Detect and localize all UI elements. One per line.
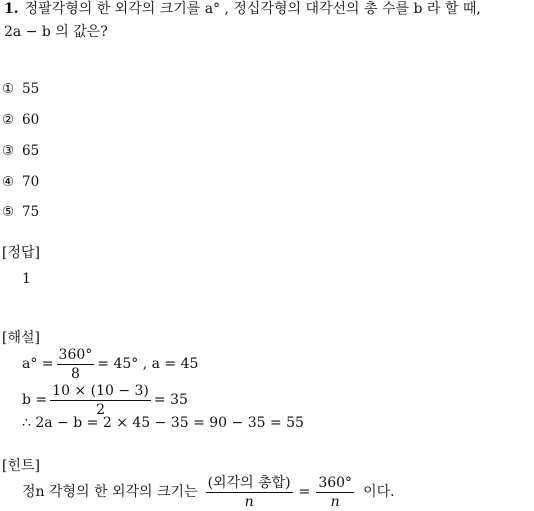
choice-4-value: 70 <box>22 174 40 190</box>
choice-1-value: 55 <box>22 81 40 97</box>
explanation-line-2 <box>22 381 188 419</box>
question-text-1: 정팔각형의 한 외각의 크기를 a° , 정십각형의 대각선의 총 수를 b 라 할 때, <box>24 1 481 17</box>
choice-3-value: 65 <box>22 143 40 159</box>
question-number: 1. <box>4 1 19 17</box>
hint-fraction-2 <box>316 475 354 510</box>
choice-3-mark: ③ <box>2 143 15 159</box>
hint-fraction-1 <box>206 475 293 510</box>
choice-5-value: 75 <box>22 204 40 220</box>
hint-fraction-2-denominator: n <box>330 493 340 510</box>
explanation-1-denominator: 8 <box>70 365 80 382</box>
choice-1-mark: ① <box>2 81 15 97</box>
hint-fraction-1-numerator: (외각의 총합) <box>207 474 291 491</box>
choice-1[interactable] <box>2 80 39 98</box>
hint-prefix: 정n 각형의 한 외각의 크기는 <box>22 484 198 500</box>
explanation-1-rhs: = 45° , a = 45 <box>97 356 199 372</box>
explanation-2-numerator: 10 × (10 − 3) <box>52 382 149 399</box>
answer-value: 1 <box>22 271 31 287</box>
explanation-line-3: ∴ 2a − b = 2 × 45 − 35 = 90 − 35 = 55 <box>22 415 304 431</box>
question-line-1 <box>4 0 481 18</box>
explanation-line-1 <box>22 345 198 383</box>
explanation-2-fraction <box>50 383 151 418</box>
hint-fraction-2-numerator: 360° <box>318 474 353 491</box>
question-text-2: 2a − b 의 값은? <box>4 24 108 40</box>
hint-equals: = <box>298 484 311 500</box>
hint-fraction-1-denominator: n <box>244 493 254 510</box>
choice-5-mark: ⑤ <box>2 204 15 220</box>
explanation-label: [해설] <box>2 330 40 346</box>
choice-4[interactable] <box>2 173 39 191</box>
explanation-1-lhs: a° = <box>22 356 54 372</box>
hint-suffix: 이다. <box>363 484 395 500</box>
question-line-2 <box>4 23 108 41</box>
explanation-1-numerator: 360° <box>58 346 93 363</box>
choice-2-value: 60 <box>22 112 40 128</box>
choice-4-mark: ④ <box>2 174 15 190</box>
hint-label: [힌트] <box>2 458 40 474</box>
answer-label: [정답] <box>2 245 40 261</box>
explanation-2-denominator: 2 <box>96 401 105 418</box>
choice-3[interactable] <box>2 142 39 160</box>
choice-2-mark: ② <box>2 112 15 128</box>
explanation-2-rhs: = 35 <box>153 392 188 408</box>
choice-2[interactable] <box>2 111 39 129</box>
explanation-1-fraction <box>57 347 95 382</box>
choice-5[interactable] <box>2 203 39 221</box>
hint-line <box>22 473 395 511</box>
explanation-2-lhs: b = <box>22 392 48 408</box>
